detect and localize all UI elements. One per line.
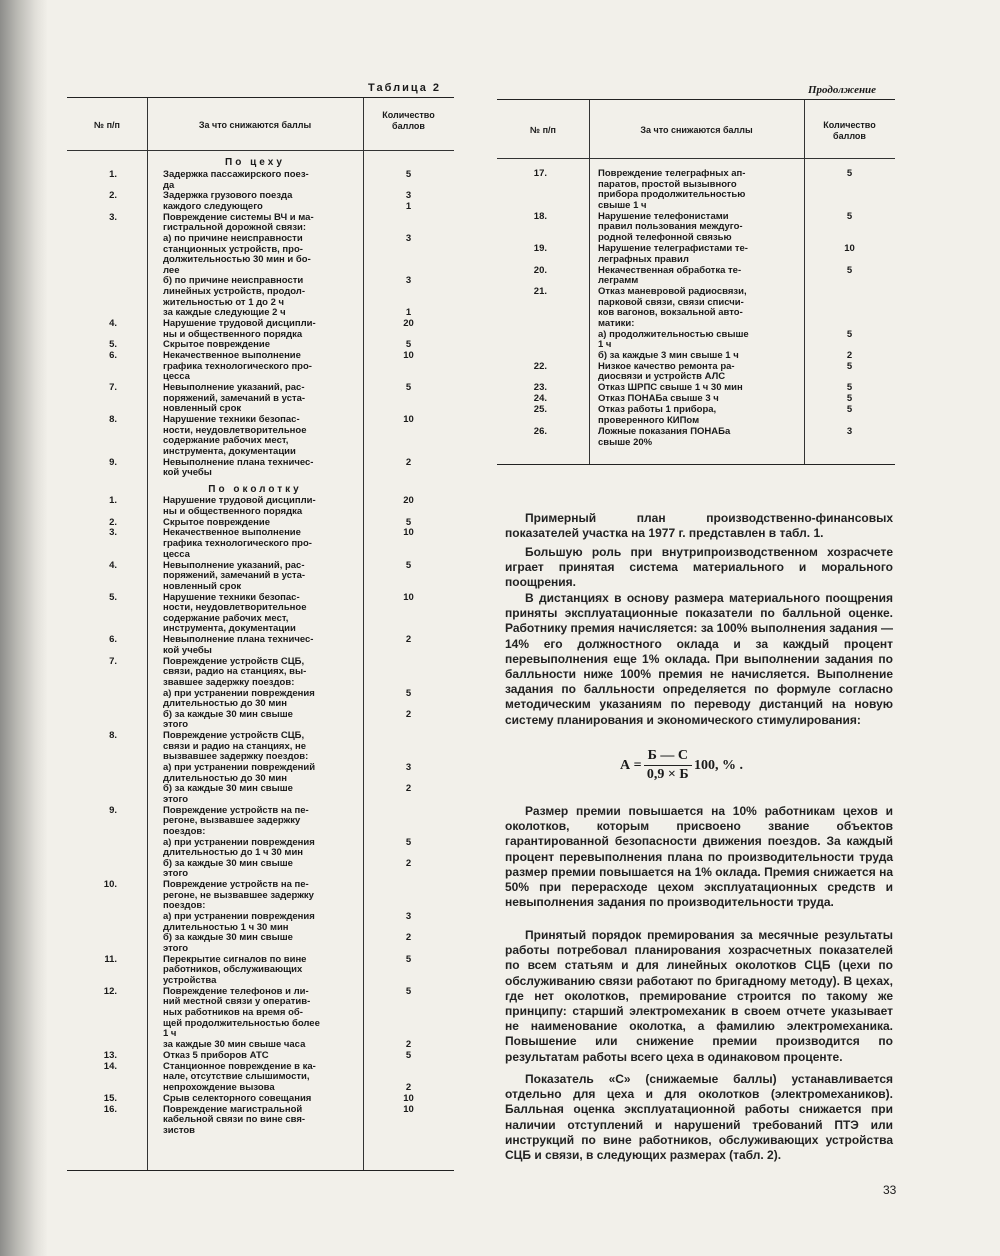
- row-description: Нарушение техники безопас- ности, неудовлетворительное содержание рабочих мест, инструмента, документации: [163, 591, 307, 635]
- row-description: Невыполнение плана техничес- кой учебы: [163, 634, 314, 656]
- row-number: 5.: [109, 591, 117, 603]
- row-description: Скрытое повреждение: [163, 516, 271, 528]
- formula-lhs: А =: [620, 757, 642, 773]
- row-number: 21.: [533, 286, 547, 298]
- row-number: 26.: [533, 426, 547, 437]
- row-number: 23.: [533, 382, 547, 394]
- table-2: [67, 97, 454, 1171]
- row-score: 5: [405, 1049, 412, 1061]
- row-description: Нарушение телеграфистами те- леграфных правил: [598, 243, 748, 265]
- row-number: 15.: [103, 1092, 117, 1104]
- row-description: Повреждение устройств СЦБ, связи, радио на станциях, вы- звавшее задержку поездов: а) при устранении повреждения длительностью до 30 мин б) за каждые 30 мин свыше этого: [163, 655, 315, 731]
- row-description: Повреждение телефонов и ли- ний местной связи у оператив- ных работников на время об- щей продолжительностью более 1 ч за каждые 30 мин свыше часа: [163, 985, 320, 1050]
- row-number: 19.: [533, 243, 547, 254]
- section-shop: По цеху: [225, 157, 285, 168]
- row-score: 5: [405, 559, 412, 571]
- paragraph-6: Показатель «С» (снижаемые баллы) устанавливается отдельно для цеха и для околотков (электромехаников). Балльная оценка эксплуатационной работы снижается при наличии отступлений и нарушений требований ПТЭ или инструкций по вине работников, обслуживающих устройства СЦБ и связи, в следующих размерах (табл. 2).: [505, 1072, 893, 1163]
- row-score: 2: [405, 1081, 412, 1093]
- paragraph-3: В дистанциях в основу размера материального поощрения приняты эксплуатационные показатели по балльной оценке. Работнику премия начисляется: за 100% выполнения задания — 14% его должностного оклада и за каждый процент перевыполнения еще 1% оклада. При выполнении задания по балльности ниже 100% премия не начисляется. Выполнение задания по балльности определяется по формуле согласно методическим указаниям по переводу дистанций на новую систему планирования и экономического стимулирования:: [505, 591, 893, 727]
- row-number: 9.: [109, 456, 117, 468]
- row-score: 5: [846, 404, 853, 416]
- row-description: Нарушение техники безопас- ности, неудовлетворительное содержание рабочих мест, инструмента, документации: [163, 414, 307, 457]
- row-number: 1.: [109, 495, 117, 506]
- continuation-caption: Продолжение: [808, 84, 877, 96]
- row-number: 7.: [109, 655, 117, 667]
- row-score: 5: [405, 382, 412, 394]
- row-description: Задержка пассажирского поез- да: [163, 169, 309, 191]
- row-number: 4.: [109, 318, 117, 329]
- row-score: 5 2: [405, 687, 412, 720]
- row-description: Срыв селекторного совещания: [163, 1092, 312, 1104]
- row-number: 7.: [109, 382, 117, 394]
- row-number: 8.: [109, 414, 117, 426]
- row-score: 5: [405, 516, 412, 528]
- paragraph-5: Принятый порядок премирования за месячные результаты работы потребовал планирования хозрасчетных показателей по всем статьям и для линейных околотков СЦБ (цехи по обслуживанию связи работают по бригадному методу). В цехах, где нет околотков, премирование строится по такому же принципу: старший электромеханик в своем отчете указывает не наименование околотка, а фамилию электромеханика. Повышение или снижение премии производится по результатам работы всего цеха в одинаковом проценте.: [505, 928, 893, 1064]
- row-score: 5: [846, 264, 853, 276]
- row-description: Некачественное выполнение графика технологического про- цесса: [163, 527, 312, 560]
- row-description: Невыполнение указаний, рас- поряжений, замечаний в уста- новленный срок: [163, 382, 306, 415]
- row-number: 18.: [533, 210, 547, 222]
- row-number: 2.: [109, 516, 117, 528]
- row-score: 2: [405, 456, 412, 468]
- formula-rhs: 100, % .: [693, 757, 743, 773]
- row-description: Отказ ПОНАБа свыше 3 ч: [598, 393, 719, 405]
- table-2-continued: [497, 99, 895, 465]
- row-description: Повреждение устройств на пе- регоне, не вызвавшее задержку поездов: а) при устранении повреждения длительностью 1 ч 30 мин б) за каждые 30 мин свыше этого: [163, 879, 315, 954]
- row-number: 14.: [103, 1060, 117, 1072]
- row-score: 5: [846, 168, 853, 179]
- row-number: 16.: [103, 1103, 117, 1115]
- row-description: Ложные показания ПОНАБа свыше 20%: [598, 426, 731, 448]
- row-score: 5: [846, 360, 853, 372]
- formula-fraction: [644, 748, 692, 783]
- row-description: Скрытое повреждение: [163, 339, 271, 351]
- row-number: 4.: [109, 559, 117, 571]
- row-description: Перекрытие сигналов по вине работников, обслуживающих устройства: [163, 953, 307, 986]
- row-score: 5 2: [405, 836, 412, 869]
- row-score: 20: [403, 495, 414, 506]
- row-number: 25.: [533, 404, 547, 416]
- row-score: 5: [405, 339, 412, 351]
- row-score: 10: [403, 527, 414, 539]
- row-description: Отказ ШРПС свыше 1 ч 30 мин: [598, 382, 743, 394]
- paragraph-2: Большую роль при внутрипроизводственном хозрасчете играет принятая система материального и морального поощрения.: [505, 545, 893, 590]
- row-score: 3 3 1: [405, 232, 412, 319]
- row-description: Невыполнение указаний, рас- поряжений, замечаний в уста- новленный срок: [163, 559, 306, 592]
- formula-numerator: Б — С: [644, 748, 692, 766]
- row-description: Отказ маневровой радиосвязи, парковой связи, связи списчи- ков вагонов, вокзальной авто- матики: а) продолжительностью свыше 1 ч б) за каждые 3 мин свыше 1 ч: [598, 286, 749, 361]
- premium-formula: [620, 748, 743, 783]
- row-number: 3.: [109, 211, 117, 223]
- row-description: Повреждение системы ВЧ и ма- гистральной дорожной связи: а) по причине неисправности станционных устройств, про- должительностью 30 мин и бо- лее б) по причине неисправности линейных устройств, продол- жительностью от 1 до 2 ч за каждые следующие 2 ч: [163, 211, 314, 319]
- table-caption: Таблица 2: [368, 82, 442, 94]
- row-score: 5: [405, 953, 412, 965]
- row-score: 10: [403, 1103, 414, 1115]
- row-description: Невыполнение плана техничес- кой учебы: [163, 456, 314, 479]
- row-number: 24.: [533, 393, 547, 405]
- row-description: Некачественная обработка те- леграмм: [598, 264, 742, 287]
- paragraph-4: Размер премии повышается на 10% работникам цехов и околотков, которым присвоено звание объектов гарантированной безопасности движения поездов. За каждый процент перевыполнения плана по производительности труда размер премии повышается на 1% оклада. Премия снижается на 50% при перерасходе цехом эксплуатационных средств и невыполнения задания по производительности труда.: [505, 804, 893, 910]
- row-number: 8.: [109, 730, 117, 742]
- row-score: 10: [403, 591, 414, 603]
- row-description: Низкое качество ремонта ра- диосвязи и устройств АЛС: [598, 360, 735, 383]
- page-number: 33: [883, 1183, 897, 1197]
- formula-denominator: 0,9 × Б: [646, 767, 689, 782]
- row-description: Повреждение устройств на пе- регоне, вызвавшее задержку поездов: а) при устранении повреждения длительностью до 1 ч 30 мин б) за каждые 30 мин свыше этого: [163, 804, 315, 880]
- row-number: 6.: [109, 350, 117, 362]
- row-number: 5.: [109, 339, 117, 351]
- row-description: Повреждение магистральной кабельной связи по вине свя- зистов: [163, 1103, 306, 1136]
- row-number: 11.: [104, 953, 117, 965]
- row-number: 20.: [533, 264, 547, 276]
- binding-shadow: [0, 0, 48, 1256]
- row-score: 3 1: [405, 190, 412, 212]
- row-score: 3 2: [405, 911, 412, 944]
- header-num-right: № п/п: [530, 125, 556, 135]
- row-number: 13.: [103, 1049, 117, 1061]
- row-number: 17.: [533, 168, 547, 179]
- header-score: Количество баллов: [382, 110, 435, 131]
- section-okolotok: По околотку: [208, 484, 302, 495]
- row-score: 5 2: [846, 328, 853, 361]
- row-number: 2.: [109, 190, 117, 202]
- row-score: 5 2: [405, 985, 412, 1050]
- row-score: 10: [403, 1092, 414, 1104]
- row-number: 3.: [109, 527, 117, 539]
- row-number: 22.: [533, 360, 547, 372]
- paragraph-1: Примерный план производственно-финансовых показателей участка на 1977 г. представлен в табл. 1.: [505, 511, 893, 541]
- row-score: 10: [403, 414, 414, 426]
- header-desc: За что снижаются баллы: [198, 120, 312, 130]
- header-score-right: Количество баллов: [823, 120, 876, 141]
- row-number: 1.: [109, 169, 117, 180]
- row-number: 12.: [103, 985, 117, 997]
- row-score: 3: [846, 426, 853, 437]
- row-score: 10: [844, 243, 855, 254]
- row-description: Повреждение устройств СЦБ, связи и радио на станциях, не вызвавшее задержку поездов: а) при устранении повреждений длительностью до 30 мин б) за каждые 30 мин свыше этого: [163, 730, 316, 805]
- row-score: 5: [846, 393, 853, 405]
- header-num: № п/п: [94, 120, 120, 130]
- row-score: 5: [846, 382, 853, 394]
- row-description: Задержка грузового поезда каждого следующего: [163, 190, 293, 212]
- row-description: Повреждение телеграфных ап- паратов, простой вызывного прибора продолжительностью свыше 1 ч: [598, 168, 746, 211]
- row-description: Нарушение трудовой дисципли- ны и общественного порядка: [163, 495, 316, 517]
- row-description: Нарушение трудовой дисципли- ны и общественного порядка: [163, 318, 316, 340]
- row-description: Некачественное выполнение графика технологического про- цесса: [163, 350, 312, 383]
- row-score: 5: [846, 210, 853, 222]
- row-description: Нарушение телефонистами правил пользования междуго- родной телефонной связью: [598, 210, 743, 243]
- row-description: Отказ 5 приборов АТС: [163, 1049, 269, 1061]
- row-score: 2: [405, 634, 412, 646]
- row-score: 5: [405, 169, 412, 180]
- row-description: Станционное повреждение в ка- нале, отсутствие слышимости, непрохождение вызова: [163, 1060, 316, 1093]
- row-score: 10: [403, 350, 414, 362]
- row-number: 10.: [103, 879, 117, 891]
- header-desc-right: За что снижаются баллы: [640, 125, 753, 135]
- row-number: 9.: [109, 804, 117, 816]
- row-score: 3 2: [405, 762, 412, 795]
- row-description: Отказ работы 1 прибора, проверенного КИПом: [598, 404, 717, 426]
- row-number: 6.: [109, 634, 117, 646]
- row-score: 20: [403, 318, 414, 329]
